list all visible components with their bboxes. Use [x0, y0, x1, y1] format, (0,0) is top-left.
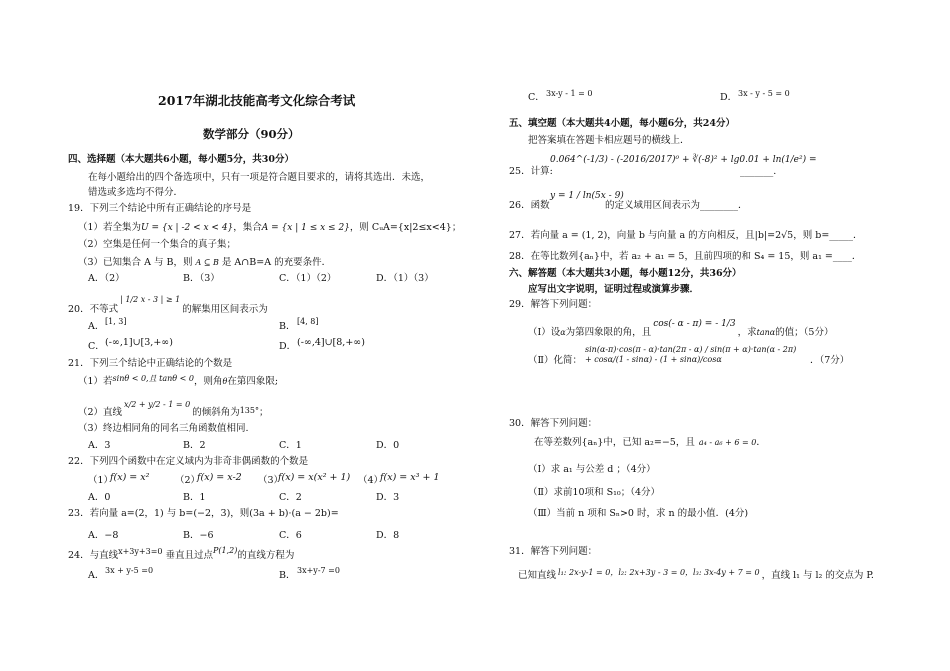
q29-part2-label: （Ⅱ）化简：: [528, 355, 582, 366]
q23-option-a: A．−8: [88, 530, 119, 541]
q21-s2-a: （2）直线: [78, 407, 123, 418]
q31-given: [518, 570, 874, 581]
q21-stmt3: （3）终边相同角的同名三角函数值相同.: [78, 423, 249, 434]
q20-option-d-label: D．: [279, 341, 297, 352]
question-21: 21．下列三个结论中正确结论的个数是: [68, 358, 233, 369]
q24-option-a-label: A．: [88, 570, 105, 581]
question-24: [68, 546, 295, 561]
q30-given-c: ．: [756, 437, 766, 448]
question-30: 30．解答下列问题：: [509, 418, 598, 429]
q21-s2-d: 135°: [239, 406, 259, 415]
q22-option-d: D．3: [376, 492, 400, 503]
sec5-header: 五、填空题（本大题共4小题，每小题6分，共24分）: [509, 118, 735, 129]
q20-c: 的解集用区间表示为: [182, 304, 268, 315]
q29-p1-d: cos(- α - π) = - 1/3: [653, 319, 736, 329]
section-title: 数学部分（90分）: [203, 127, 300, 141]
q22-fn3: f(x) = x(x² + 1): [278, 472, 351, 483]
q29-part2-points: ．（7分）: [810, 355, 850, 366]
q19-s1-e: ，则 CᵤA={x|2≤x<4}；: [349, 222, 462, 233]
q22-option-b: B．1: [183, 492, 206, 503]
q21-stmt2: [78, 400, 269, 418]
q23-option-b: B．−6: [183, 530, 214, 541]
q26-text: 的定义域用区间表示为________．: [605, 200, 748, 211]
sec6-instruction: 应写出文字说明，证明过程或演算步骤．: [528, 284, 700, 295]
q22-option-a: A．0: [88, 492, 111, 503]
q31-lines: l₁: 2x-y-1 = 0，l₂: 2x+3y - 3 = 0，l₃: 3x-4y + 7 = 0: [558, 568, 760, 577]
q23-option-d: D．8: [376, 530, 400, 541]
q30-given-b: a₄ - a₆ + 6 = 0: [698, 438, 757, 447]
q25-blank: _______.: [740, 166, 777, 177]
sec4-header: 四、选择题（本大题共6小题，每小题5分，共30分）: [68, 154, 294, 165]
q31-given-a: 已知直线: [518, 570, 557, 581]
q24-a: 24．与直线: [68, 550, 119, 561]
q31-given-c: ，直线 l₁ 与 l₂ 的交点为 P.: [761, 570, 874, 581]
q21-s2-c: 的倾斜角为: [192, 407, 240, 418]
q19-stmt3: [78, 257, 331, 268]
q22-fn4: f(x) = x³ + 1: [380, 472, 440, 483]
question-27: 27．若向量 a = (1, 2)，向量 b 与向量 a 的方向相反，且|b|=2√5，则 b=_____．: [509, 230, 863, 241]
q24-c: 垂直且过点: [165, 550, 214, 561]
q21-s1-d: θ: [222, 377, 228, 386]
q20-option-c: (-∞,1]∪[3,+∞): [105, 337, 173, 348]
q21-s1-b: sinθ < 0,且 tanθ < 0: [112, 374, 194, 383]
q21-s1-e: 在第四象限;: [227, 376, 279, 387]
question-26-label: 26．函数: [509, 200, 550, 211]
q24-option-b-label: B．: [279, 570, 296, 581]
q21-option-a: A．3: [88, 440, 111, 451]
q24-line: x+3y+3=0: [118, 547, 163, 556]
q20-option-a-label: A．: [88, 321, 105, 332]
q30-part1: （Ⅰ）求 a₁ 与公差 d ；（4分）: [528, 464, 656, 475]
q22-fn4-label: （4）: [358, 475, 384, 486]
q19-s1-d: A = {x | 1 ≤ x ≤ 2}: [261, 223, 350, 233]
q30-given-a: 在等差数列{aₙ}中，已知 a₂=−5，且: [534, 437, 695, 448]
q22-fn2-label: （2）: [175, 475, 201, 486]
sec4-instruction: 在每小题给出的四个备选项中，只有一项是符合题目要求的，请将其选出．未选，: [88, 172, 431, 183]
q24-option-a: 3x + y-5 =0: [105, 566, 154, 575]
question-29: 29．解答下列问题：: [509, 299, 598, 310]
q29-p1-e: ，求: [737, 327, 757, 338]
q21-option-d: D．0: [376, 440, 400, 451]
q19-option-d: D．（1）（3）: [376, 273, 434, 284]
q30-part2: （Ⅱ）求前10项和 S₁₀；（4分）: [528, 487, 660, 498]
q24-option-d-label: D．: [720, 92, 738, 103]
q22-fn3-label: （3）: [258, 475, 284, 486]
document-title: 2017年湖北技能高考文化综合考试: [158, 93, 356, 108]
q20-inequality: | 1/2 x - 3 | ≥ 1: [120, 295, 181, 304]
q22-option-c: C．2: [279, 492, 302, 503]
question-28: 28．在等比数列{aₙ}中，若 a₂ + a₁ = 5，且前四项的和 S₄ = 15，则 a₁ =____．: [509, 251, 862, 262]
q19-s3-b: A ⊆ B: [195, 258, 219, 267]
sec4-instruction-2: 错选或多选均不得分．: [88, 187, 184, 198]
q29-part1: [528, 319, 834, 339]
q21-s1-c: ，则角: [193, 376, 223, 387]
q24-point: P(1,2): [213, 546, 238, 555]
q20-option-a: [1, 3]: [105, 317, 127, 326]
q19-s3-a: （3）已知集合 A 与 B，则: [78, 257, 193, 268]
q22-fn1: f(x) = x²: [110, 472, 150, 483]
question-23: 23．若向量 a=(2，1) 与 b=(−2，3)，则(3a + b)·(a − 2b)=: [68, 508, 339, 519]
q20-option-d: (-∞,4]∪[8,+∞): [297, 337, 365, 348]
q19-stmt2: （2）空集是任何一个集合的真子集；: [78, 239, 237, 250]
q24-e: 的直线方程为: [237, 550, 295, 561]
q23-option-c: C．6: [279, 530, 302, 541]
q20-option-c-label: C．: [88, 341, 105, 352]
sec6-header: 六、解答题（本大题共3小题，每小题12分，共36分）: [509, 268, 742, 279]
q19-stmt1: [78, 222, 461, 234]
q22-fn1-label: （1）: [88, 475, 114, 486]
q29-p1-b: α: [560, 328, 566, 337]
q21-s1-a: （1）若: [78, 376, 113, 387]
q21-option-c: C．1: [279, 440, 302, 451]
q29-p1-c: 为第四象限的角，且: [565, 327, 652, 338]
q21-s2-b: x/2 + y/2 - 1 = 0: [124, 400, 191, 409]
q29-p1-a: （Ⅰ）设: [528, 327, 561, 338]
question-19: 19．下列三个结论中所有正确结论的序号是: [68, 203, 252, 214]
q20-option-b-label: B．: [279, 321, 296, 332]
q26-function: y = 1 / ln(5x - 9): [550, 191, 624, 201]
q24-option-c-label: C．: [528, 92, 545, 103]
question-31: 31．解答下列问题：: [509, 546, 598, 557]
q19-s1-a: （1）若全集为: [78, 222, 142, 233]
q29-p1-g: 的值；（5分）: [775, 327, 834, 338]
q21-stmt1: [78, 376, 278, 387]
q25-expression: 0.064^(-1/3) - (-2016/2017)⁰ + ∛(-8)² + lg0.01 + ln(1/e²) =: [550, 155, 817, 165]
q24-option-d: 3x - y - 5 = 0: [738, 89, 790, 98]
sec5-instruction: 把答案填在答题卡相应题号的横线上．: [528, 135, 690, 146]
question-25-label: 25．计算:: [509, 166, 553, 177]
q24-option-b: 3x+y-7 =0: [297, 566, 340, 575]
q24-option-c: 3x-y - 1 = 0: [546, 89, 593, 98]
q19-option-b: B．（3）: [183, 273, 220, 284]
q19-option-a: A．（2）: [88, 273, 125, 284]
q19-s3-c: 是 A∩B=A 的充要条件．: [221, 257, 332, 268]
q20-a: 20．不等式: [68, 304, 119, 315]
q22-fn2: f(x) = x-2: [197, 472, 242, 483]
q20-option-b: [4, 8]: [297, 317, 319, 326]
q19-option-c: C．（1）（2）: [279, 273, 337, 284]
q30-part3: （Ⅲ）当前 n 项和 Sₙ>0 时，求 n 的最小值．(4分): [528, 508, 749, 519]
q29-p1-f: tanα: [756, 328, 776, 337]
q19-s1-b: U = {x | -2 < x < 4}: [141, 223, 234, 233]
q19-s1-c: ，集合: [233, 222, 262, 233]
q21-s2-e: ；: [259, 407, 269, 418]
q21-option-b: B．2: [183, 440, 206, 451]
q29-part2-expression: sin(α-π)·cos(π - α)·tan(2π - α) / sin(π + α)·tan(α - 2π) + cosα/(1 - sinα) - (1 + sinα)/cosα: [585, 345, 797, 364]
q30-given: [534, 437, 766, 448]
question-22: 22．下列四个函数中在定义域内为非奇非偶函数的个数是: [68, 456, 309, 467]
